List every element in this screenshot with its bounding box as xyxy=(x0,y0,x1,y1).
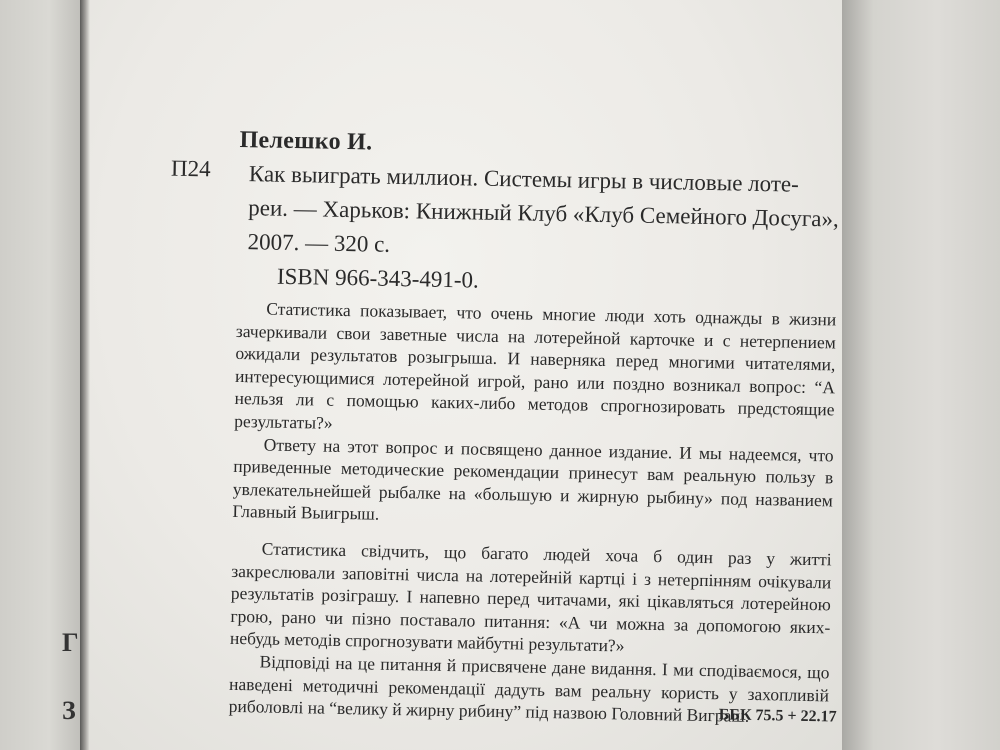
annotation-paragraph: Статистика свідчить, що багато людей хоча б один раз у житті закреслювали заповітні числа на лотерейній картці і з нетерпінням очікували результатів розіграшу. І напевно перед читачами, які цікавляться лотерейною грою, рано чи пізно поставало питання: «А чи можна за допомогою яких-небудь методів спрогнозувати майбутні результати?» xyxy=(229,538,832,656)
annotation-ukrainian xyxy=(228,537,831,729)
book-gutter xyxy=(80,0,90,750)
left-page-fragment: З xyxy=(62,696,76,725)
annotation-paragraph: Ответу на этот вопрос и посвящено данное издание. И мы надеемся, что приведенные методические рекомендации принесут вам реальную пользу в увлекательнейшей рыбалке на «большую и жирную рыбину» под названием Главный Выигрыш. xyxy=(232,434,834,525)
bib-line: 2007. — 320 с. xyxy=(247,229,391,257)
left-page-edge xyxy=(0,0,82,750)
bbk-classification: ББК 75.5 + 22.17 xyxy=(718,706,837,726)
page-text xyxy=(170,118,850,750)
bib-line: реи. — Харьков: Книжный Клуб «Клуб Семейного Досуга», xyxy=(248,195,839,232)
right-page-edge xyxy=(842,0,1000,750)
author-heading: Пелешко И. xyxy=(239,126,373,156)
bib-line: Как выиграть миллион. Системы игры в числовые лоте- xyxy=(248,161,800,197)
isbn: ISBN 966-343-491-0. xyxy=(276,263,480,293)
catalog-code: П24 xyxy=(170,155,211,182)
left-page-fragment: Г xyxy=(62,628,79,657)
bibliographic-record xyxy=(247,157,850,304)
annotation-russian xyxy=(232,297,836,534)
annotation-paragraph: Відповіді на це питання й присвячене дане видання. І ми сподіваємося, що наведені методичні рекомендації дадуть вам реальну користь у захопливій риболовлі на “велику й жирну рибину” під назвою Головний Виграш. xyxy=(228,651,830,726)
annotation-paragraph: Статистика показывает, что очень многие люди хоть однажды в жизни зачеркивали свои заветные числа на лотерейной карточке и с нетерпением ожидали результатов розыгрыша. И наверняка перед многими читателями, интересующимися лотерейной игрой, рано или поздно возникал вопрос: “А нельзя ли с помощью каких-либо методов спрогнозировать предстоящие результаты?» xyxy=(234,298,837,433)
